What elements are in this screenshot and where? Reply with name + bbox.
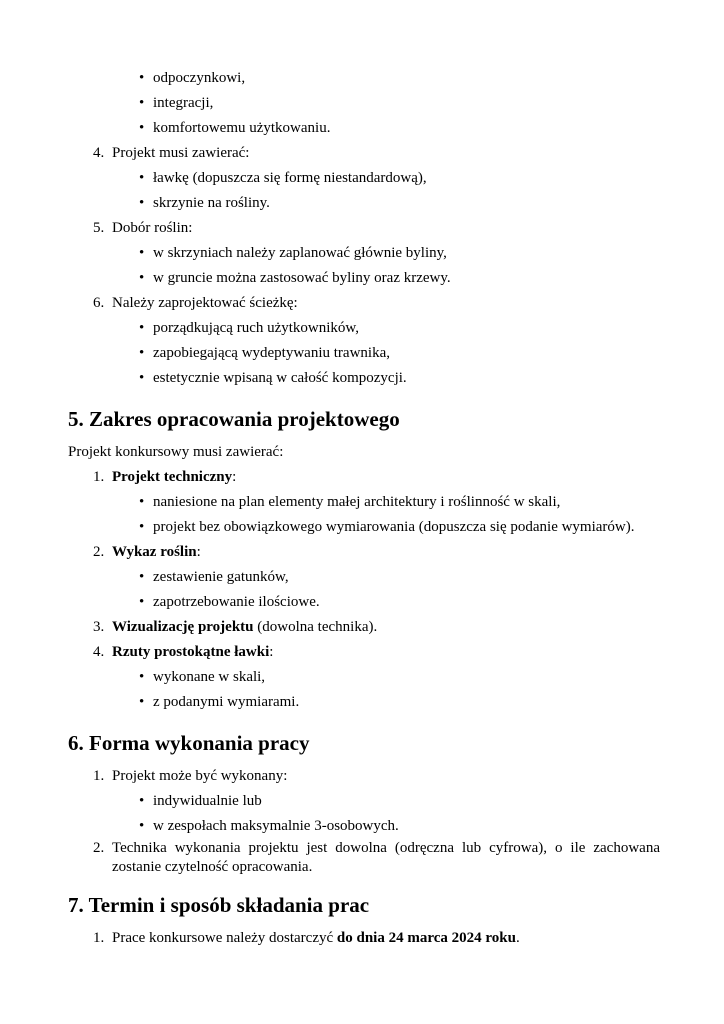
paragraph-line: Technika wykonania projektu jest dowolna (odręczna lub cyfrowa), o ile zachowana xyxy=(112,840,660,856)
item-text: Dobór roślin: xyxy=(112,220,193,236)
numbered-item xyxy=(68,141,660,166)
bullet-item xyxy=(68,266,660,291)
bullet-item xyxy=(68,490,660,515)
bullet-text: z podanymi wymiarami. xyxy=(153,694,300,710)
bullet-text: w zespołach maksymalnie 3-osobowych. xyxy=(153,818,399,834)
bullet-text: w gruncie można zastosować byliny oraz krzewy. xyxy=(153,270,451,286)
numbered-item xyxy=(68,764,660,789)
bullet-item xyxy=(68,116,660,141)
bullet-marker: • xyxy=(139,569,145,585)
item-text-bold: Wizualizację projektu xyxy=(112,619,254,635)
bullet-item xyxy=(68,366,660,391)
item-text: Projekt może być wykonany: xyxy=(112,768,288,784)
section-heading-7: 7. Termin i sposób składania prac xyxy=(68,893,370,917)
bullet-item xyxy=(68,590,660,615)
bullet-item xyxy=(68,66,660,91)
numbered-item xyxy=(68,615,660,640)
bullet-item xyxy=(68,341,660,366)
bullet-item xyxy=(68,515,660,540)
item-number: 5. xyxy=(93,220,105,236)
item-text-bold: do dnia 24 marca 2024 roku xyxy=(336,930,516,946)
item-text-bold: Wykaz roślin xyxy=(112,544,197,560)
item-number: 3. xyxy=(93,619,105,635)
numbered-item xyxy=(68,540,660,565)
bullet-item xyxy=(68,166,660,191)
bullet-marker: • xyxy=(139,70,145,86)
item-number: 1. xyxy=(93,768,105,784)
bullet-text: zestawienie gatunków, xyxy=(153,569,289,585)
bullet-text: naniesione na plan elementy małej architektury i roślinność w skali, xyxy=(153,494,561,510)
bullet-text: integracji, xyxy=(153,95,214,111)
bullet-item xyxy=(68,91,660,116)
bullet-marker: • xyxy=(139,594,145,610)
paragraph-body xyxy=(112,839,660,877)
bullet-item xyxy=(68,241,660,266)
item-number: 6. xyxy=(93,295,105,311)
item-number: 1. xyxy=(93,469,105,485)
item-text: (dowolna technika). xyxy=(253,619,378,635)
item-text: Prace konkursowe należy dostarczyć xyxy=(112,930,337,946)
item-number: 2. xyxy=(93,840,105,856)
bullet-item xyxy=(68,191,660,216)
bullet-marker: • xyxy=(139,270,145,286)
bullet-text: indywidualnie lub xyxy=(153,793,262,809)
numbered-item xyxy=(68,640,660,665)
item-number: 2. xyxy=(93,544,105,560)
bullet-marker: • xyxy=(139,245,145,261)
bullet-text: skrzynie na rośliny. xyxy=(153,195,270,211)
bullet-marker: • xyxy=(139,370,145,386)
bullet-marker: • xyxy=(139,170,145,186)
item-text: . xyxy=(515,930,520,946)
bullet-marker: • xyxy=(139,519,145,535)
bullet-marker: • xyxy=(139,195,145,211)
item-text: Należy zaprojektować ścieżkę: xyxy=(112,295,298,311)
numbered-item xyxy=(68,216,660,241)
bullet-text: estetycznie wpisaną w całość kompozycji. xyxy=(153,370,407,386)
numbered-item xyxy=(68,465,660,490)
bullet-text: wykonane w skali, xyxy=(153,669,266,685)
section-heading-5: 5. Zakres opracowania projektowego xyxy=(68,407,400,431)
paragraph-line: zostanie czytelność opracowania. xyxy=(112,859,313,875)
bullet-marker: • xyxy=(139,694,145,710)
item-text: : xyxy=(232,469,237,485)
bullet-text: komfortowemu użytkowaniu. xyxy=(153,120,331,136)
bullet-text: porządkującą ruch użytkowników, xyxy=(153,320,360,336)
item-text: : xyxy=(196,544,201,560)
bullet-marker: • xyxy=(139,818,145,834)
item-number: 4. xyxy=(93,644,105,660)
bullet-marker: • xyxy=(139,345,145,361)
section5-intro: Projekt konkursowy musi zawierać: xyxy=(68,444,284,460)
item-number: 4. xyxy=(93,145,105,161)
bullet-text: odpoczynkowi, xyxy=(153,70,246,86)
bullet-text: projekt bez obowiązkowego wymiarowania (dopuszcza się podanie wymiarów). xyxy=(153,519,635,535)
item-text-bold: Projekt techniczny xyxy=(112,469,233,485)
item-text: Projekt musi zawierać: xyxy=(112,145,250,161)
bullet-text: ławkę (dopuszcza się formę niestandardową), xyxy=(153,170,427,186)
numbered-item xyxy=(68,291,660,316)
bullet-marker: • xyxy=(139,793,145,809)
item-number: 1. xyxy=(93,930,105,946)
bullet-item xyxy=(68,690,660,715)
bullet-item xyxy=(68,665,660,690)
item-text: : xyxy=(269,644,274,660)
bullet-text: w skrzyniach należy zaplanować głównie byliny, xyxy=(153,245,447,261)
bullet-marker: • xyxy=(139,120,145,136)
bullet-item xyxy=(68,565,660,590)
bullet-item xyxy=(68,789,660,814)
item-text-bold: Rzuty prostokątne ławki xyxy=(112,644,270,660)
bullet-text: zapobiegającą wydeptywaniu trawnika, xyxy=(153,345,390,361)
bullet-marker: • xyxy=(139,494,145,510)
numbered-item xyxy=(68,926,660,951)
bullet-item xyxy=(68,316,660,341)
numbered-paragraph xyxy=(68,839,660,877)
section-heading-6: 6. Forma wykonania pracy xyxy=(68,731,310,755)
bullet-marker: • xyxy=(139,320,145,336)
bullet-marker: • xyxy=(139,669,145,685)
bullet-text: zapotrzebowanie ilościowe. xyxy=(153,594,320,610)
bullet-marker: • xyxy=(139,95,145,111)
bullet-item xyxy=(68,814,660,839)
